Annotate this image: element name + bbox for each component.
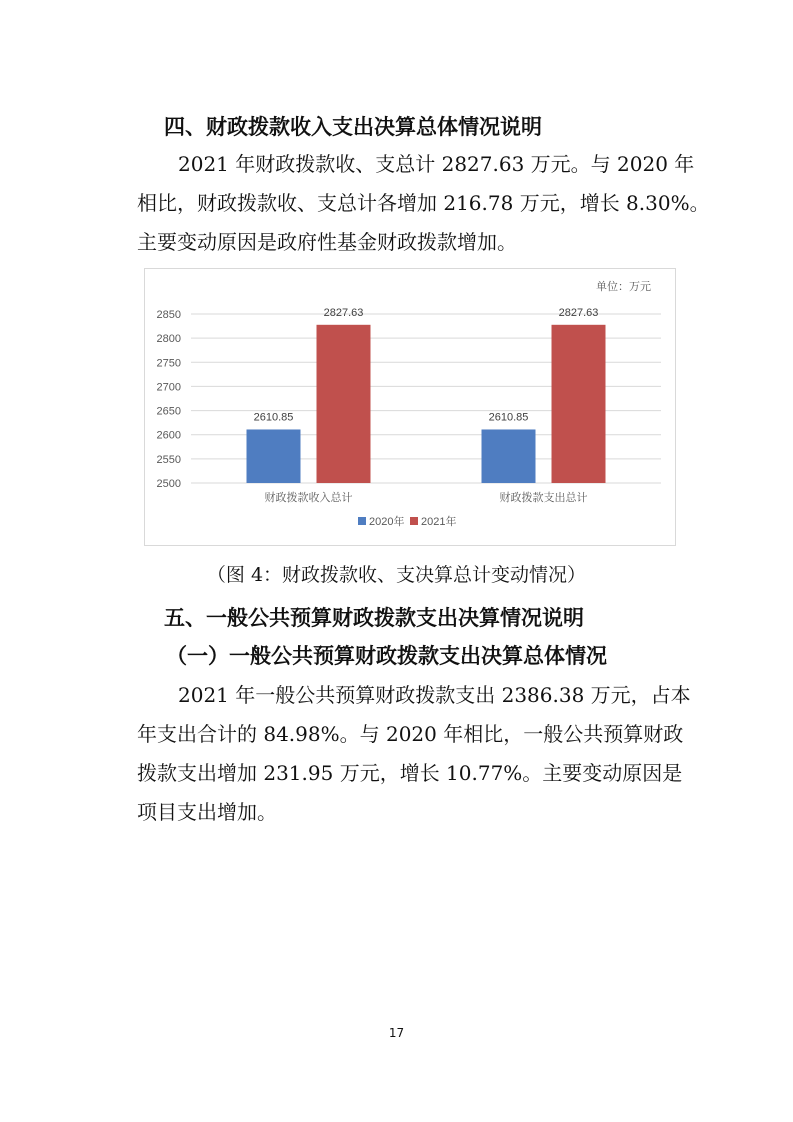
y-tick-label: 2700 — [156, 381, 181, 394]
data-label: 2827.63 — [323, 306, 364, 319]
figure-caption: （图 4：财政拨款收、支决算总计变动情况） — [206, 564, 587, 586]
legend-swatch — [358, 517, 366, 525]
paragraph-line: 项目支出增加。 — [137, 800, 277, 824]
x-category-label: 财政拨款收入总计 — [264, 492, 353, 504]
bar-2021 — [552, 325, 606, 483]
bar-2020 — [482, 429, 536, 483]
paragraph-line: 2021 年财政拨款收、支总计 2827.63 万元。与 2020 年 — [178, 152, 695, 176]
paragraph-line: 拨款支出增加 231.95 万元，增长 10.77%。主要变动原因是 — [137, 761, 683, 785]
legend-label: 2021年 — [421, 516, 457, 528]
page-number: 17 — [388, 1026, 405, 1040]
bar-chart — [144, 268, 676, 546]
bar-2021 — [317, 325, 371, 483]
x-category-label: 财政拨款支出总计 — [499, 492, 588, 504]
y-tick-label: 2600 — [156, 429, 181, 442]
data-label: 2827.63 — [558, 306, 599, 319]
y-tick-label: 2850 — [156, 309, 181, 321]
paragraph-line: 相比，财政拨款收、支总计各增加 216.78 万元，增长 8.30%。 — [137, 191, 710, 215]
section-5-heading: 五、一般公共预算财政拨款支出决算情况说明 — [164, 606, 584, 630]
paragraph-line: 主要变动原因是政府性基金财政拨款增加。 — [137, 230, 517, 254]
section-5-paragraph — [137, 676, 691, 832]
unit-label: 单位：万元 — [596, 281, 651, 293]
paragraph-line: 年支出合计的 84.98%。与 2020 年相比，一般公共预算财政 — [137, 722, 684, 746]
y-tick-label: 2500 — [156, 478, 181, 490]
data-label: 2610.85 — [253, 411, 294, 424]
y-tick-label: 2800 — [156, 333, 181, 346]
y-tick-label: 2550 — [156, 453, 181, 466]
y-tick-label: 2650 — [156, 405, 181, 418]
data-label: 2610.85 — [488, 411, 529, 424]
bar-2020 — [247, 429, 301, 483]
section-4-heading: 四、财政拨款收入支出决算总体情况说明 — [164, 115, 542, 139]
section-4-paragraph — [137, 145, 710, 262]
chart-canvas — [145, 269, 677, 547]
paragraph-line: 2021 年一般公共预算财政拨款支出 2386.38 万元，占本 — [178, 683, 691, 707]
section-5-subheading: （一）一般公共预算财政拨款支出决算总体情况 — [166, 644, 607, 668]
legend-label: 2020年 — [369, 516, 405, 528]
y-tick-label: 2750 — [156, 357, 181, 370]
legend-swatch — [410, 517, 418, 525]
